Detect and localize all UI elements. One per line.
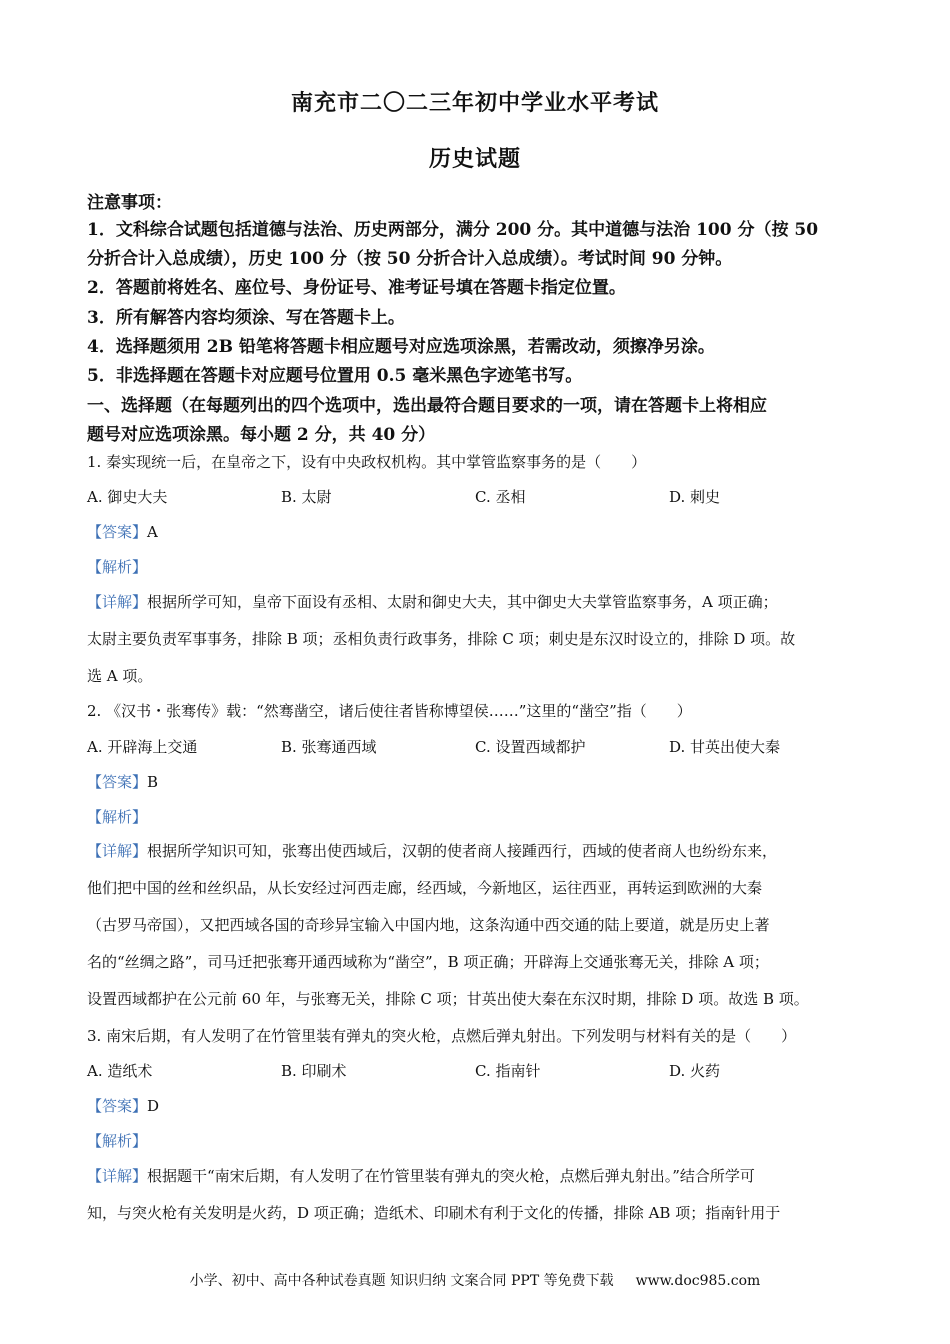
- question-2-option-b: B. 张骞通西域: [281, 738, 377, 756]
- question-1-detail-line-2: 太尉主要负责军事事务，排除 B 项；丞相负责行政事务，排除 C 项；刺史是东汉时设立的，排除 D 项。故: [87, 630, 796, 648]
- question-1-option-b: B. 太尉: [281, 488, 332, 506]
- answer-tag: 【答案】: [87, 523, 148, 541]
- question-3-option-b: B. 印刷术: [281, 1062, 347, 1080]
- question-1-stem: 1. 秦实现统一后，在皇帝之下，设有中央政权机构。其中掌管监察事务的是（ ）: [87, 453, 647, 471]
- footer-url-link[interactable]: www.doc985.com: [635, 1273, 761, 1289]
- question-3-detail-line-2: 知，与突火枪有关发明是火药，D 项正确；造纸术、印刷术有利于文化的传播，排除 AB 项；指南针用于: [87, 1204, 781, 1222]
- section-heading-line-2: 题号对应选项涂黑。每小题 2 分，共 40 分）: [87, 425, 436, 445]
- question-1-answer: [87, 521, 158, 542]
- question-3-analysis-tag: 【解析】: [87, 1132, 148, 1150]
- detail-text: 根据所学可知，皇帝下面设有丞相、太尉和御史大夫，其中御史大夫掌管监察事务，A 项正确；: [147, 593, 778, 611]
- answer-value: B: [147, 773, 159, 791]
- question-2-analysis-tag: 【解析】: [87, 808, 148, 826]
- question-1-option-a: A. 御史大夫: [87, 488, 168, 506]
- exam-subtitle: 历史试题: [428, 146, 521, 172]
- answer-value: D: [147, 1097, 160, 1115]
- question-2-detail-line-5: 设置西域都护在公元前 60 年，与张骞无关，排除 C 项；甘英出使大秦在东汉时期，排除 D 项。故选 B 项。: [87, 990, 809, 1008]
- answer-value: A: [147, 523, 158, 541]
- question-3-detail-line-1: [87, 1165, 755, 1186]
- detail-tag: 【详解】: [87, 1167, 148, 1185]
- note-line-1: 1．文科综合试题包括道德与法治、历史两部分，满分 200 分。其中道德与法治 100 分（按 50: [87, 220, 819, 240]
- note-line-6: 5．非选择题在答题卡对应题号位置用 0.5 毫米黑色字迹笔书写。: [87, 366, 583, 386]
- question-3-option-d: D. 火药: [669, 1062, 721, 1080]
- question-1-analysis-tag: 【解析】: [87, 558, 148, 576]
- question-2-option-a: A. 开辟海上交通: [87, 738, 198, 756]
- detail-text: 根据题干“南宋后期，有人发明了在竹管里装有弹丸的突火枪，点燃后弹丸射出。”结合所学可: [147, 1167, 755, 1185]
- section-heading-line-1: 一、选择题（在每题列出的四个选项中，选出最符合题目要求的一项，请在答题卡上将相应: [87, 396, 767, 416]
- question-3-stem: 3. 南宋后期，有人发明了在竹管里装有弹丸的突火枪，点燃后弹丸射出。下列发明与材料有关的是（ ）: [87, 1027, 797, 1045]
- detail-tag: 【详解】: [87, 593, 148, 611]
- question-2-stem: 2. 《汉书・张骞传》载：“然骞凿空，诸后使往者皆称博望侯……”这里的“凿空”指（ ）: [87, 702, 692, 720]
- question-3-option-a: A. 造纸术: [87, 1062, 153, 1080]
- answer-tag: 【答案】: [87, 1097, 148, 1115]
- footer-text: 小学、初中、高中各种试卷真题 知识归纳 文案合同 PPT 等免费下载: [189, 1273, 614, 1289]
- question-2-detail-line-1: [87, 840, 777, 861]
- note-line-2: 分折合计入总成绩），历史 100 分（按 50 分折合计入总成绩）。考试时间 90 分钟。: [87, 249, 733, 269]
- question-1-detail-line-3: 选 A 项。: [87, 667, 153, 685]
- question-2-detail-line-4: 名的“丝绸之路”，司马迁把张骞开通西域称为“凿空”，B 项正确；开辟海上交通张骞无关，排除 A 项；: [87, 953, 769, 971]
- answer-tag: 【答案】: [87, 773, 148, 791]
- question-3-answer: [87, 1095, 159, 1116]
- question-3-option-c: C. 指南针: [475, 1062, 541, 1080]
- question-1-option-d: D. 刺史: [669, 488, 721, 506]
- exam-title: 南充市二〇二三年初中学业水平考试: [290, 90, 659, 116]
- question-1-detail-line-1: [87, 591, 778, 612]
- page-footer: [0, 1270, 950, 1290]
- note-line-4: 3．所有解答内容均须涂、写在答题卡上。: [87, 308, 405, 328]
- question-1-option-c: C. 丞相: [475, 488, 526, 506]
- question-2-detail-line-2: 他们把中国的丝和丝织品，从长安经过河西走廊，经西域，今新地区，运往西亚，再转运到欧洲的大秦: [87, 879, 763, 897]
- question-2-option-d: D. 甘英出使大秦: [669, 738, 781, 756]
- question-2-answer: [87, 771, 158, 792]
- question-2-detail-line-3: （古罗马帝国），又把西域各国的奇珍异宝输入中国内地，这条沟通中西交通的陆上要道，就是历史上著: [87, 916, 770, 934]
- detail-text: 根据所学知识可知，张骞出使西域后，汉朝的使者商人接踵西行，西域的使者商人也纷纷东来，: [147, 842, 778, 860]
- question-2-option-c: C. 设置西域都护: [475, 738, 586, 756]
- note-line-5: 4．选择题须用 2B 铅笔将答题卡相应题号对应选项涂黑，若需改动，须擦净另涂。: [87, 337, 715, 357]
- note-line-3: 2．答题前将姓名、座位号、身份证号、准考证号填在答题卡指定位置。: [87, 278, 626, 298]
- notes-heading: 注意事项：: [87, 193, 172, 213]
- detail-tag: 【详解】: [87, 842, 148, 860]
